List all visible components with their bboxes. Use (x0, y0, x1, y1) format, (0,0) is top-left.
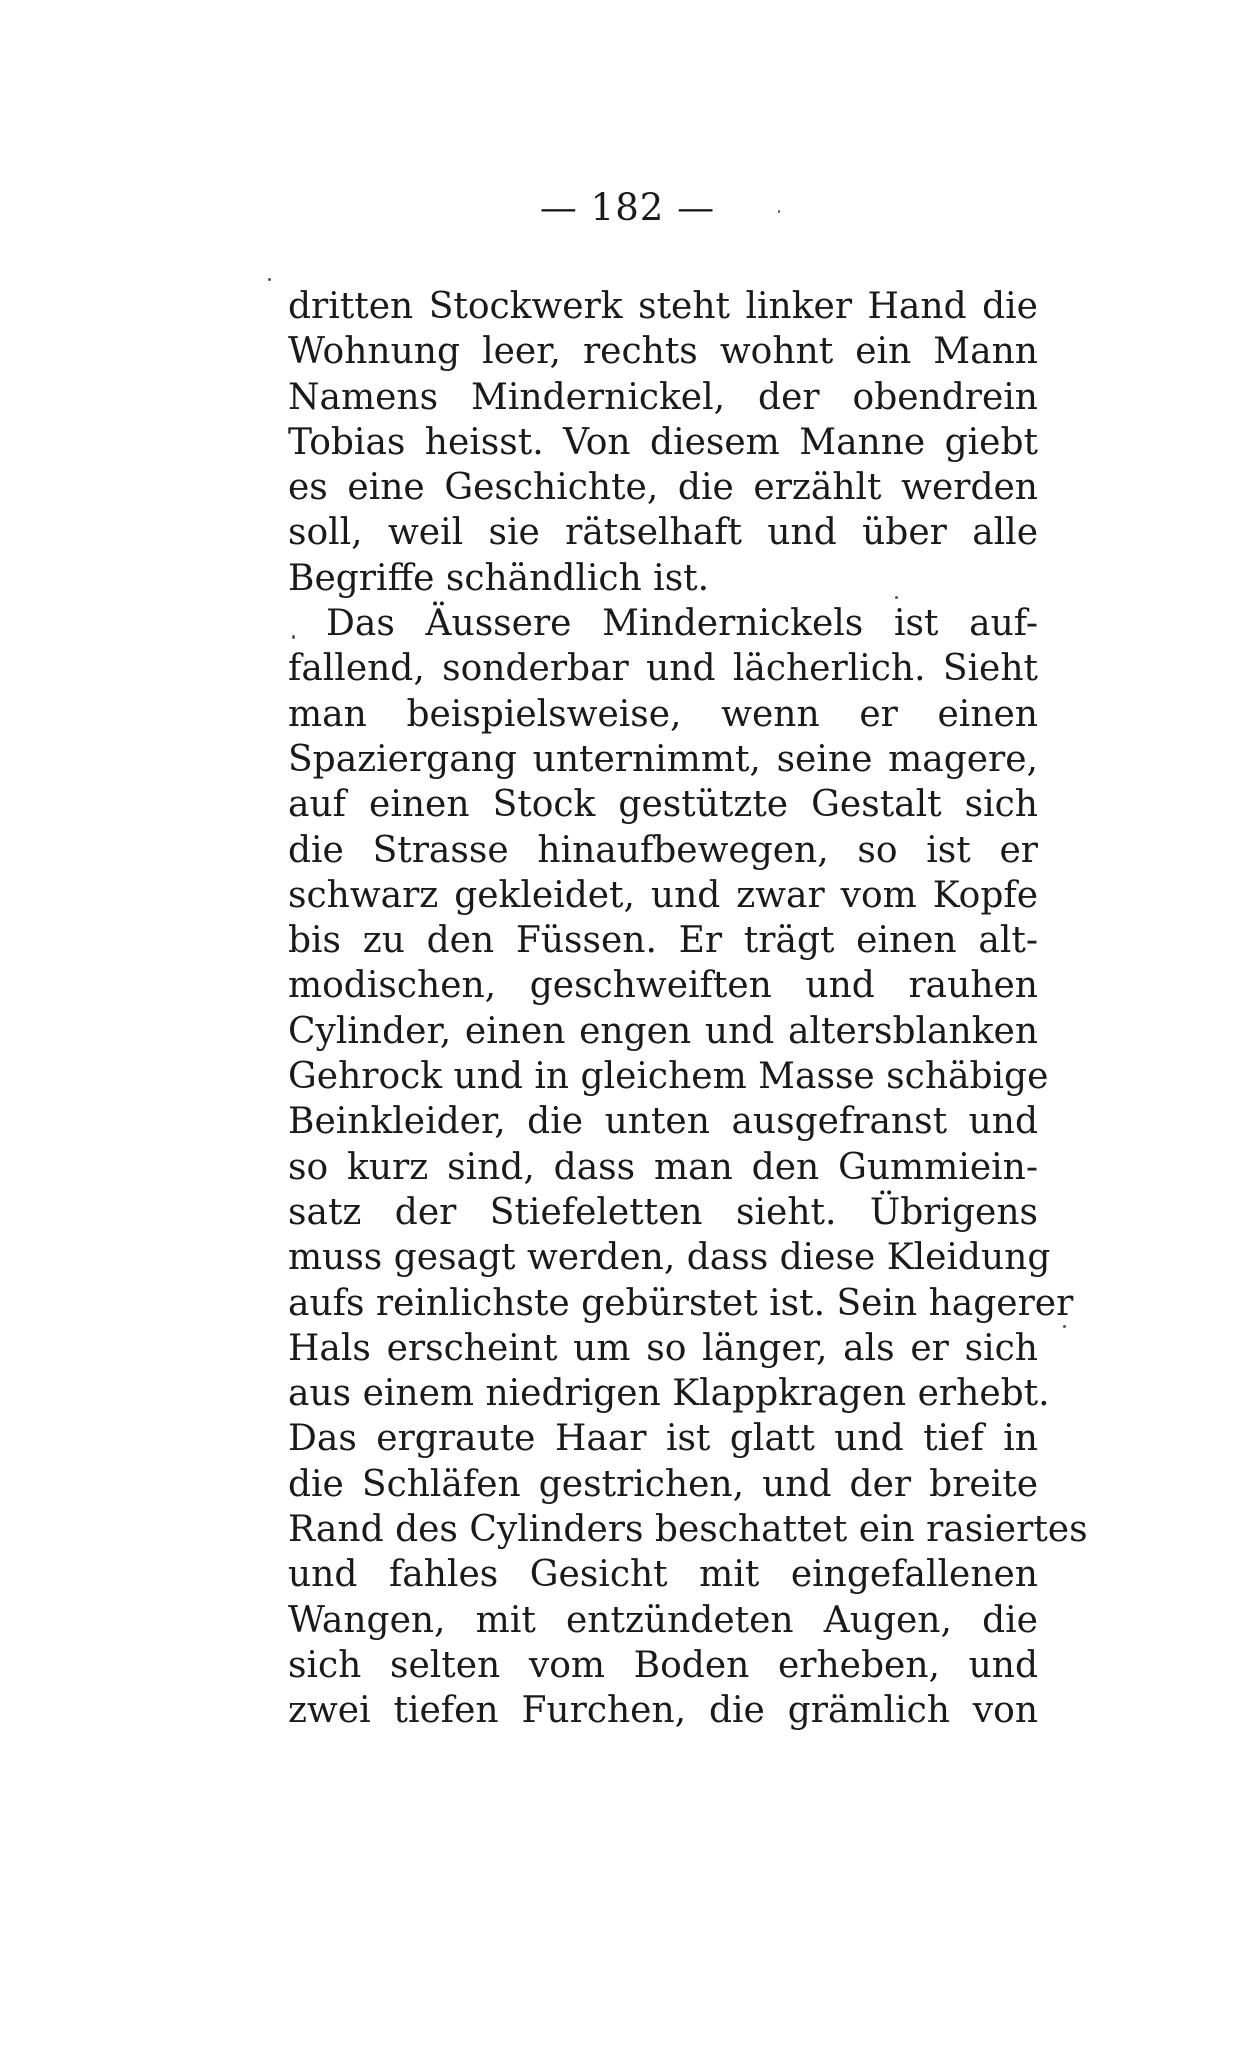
text-line: die Strasse hinaufbewegen, so ist er (288, 829, 1038, 871)
text-line: aufs reinlichste gebürstet ist. Sein hagerer (288, 1282, 1074, 1324)
text-line: Das ergraute Haar ist glatt und tief in (288, 1418, 1038, 1460)
text-line: Rand des Cylinders beschattet ein rasiertes (288, 1509, 1088, 1551)
text-line: Cylinder, einen engen und altersblanken (288, 1010, 1038, 1052)
text-line: Spaziergang unternimmt, seine magere, (288, 738, 1038, 780)
text-line: so kurz sind, dass man den Gummiein- (288, 1146, 1038, 1188)
text-line: Hals erscheint um so länger, als er sich (288, 1327, 1038, 1369)
text-line: es eine Geschichte, die erzählt werden (288, 467, 1038, 509)
text-line: zwei tiefen Furchen, die grämlich von (288, 1690, 1038, 1732)
paragraph-end-line: Begriffe schändlich ist. (288, 557, 710, 599)
scan-speck (778, 210, 780, 213)
text-line: Tobias heisst. Von diesem Manne giebt (288, 421, 1038, 463)
scan-speck (895, 596, 898, 599)
text-line: sich selten vom Boden erheben, und (288, 1644, 1038, 1686)
body-text (288, 284, 1088, 1734)
text-line: muss gesagt werden, dass diese Kleidung (288, 1237, 1051, 1279)
text-line: dritten Stockwerk steht linker Hand die (288, 286, 1038, 327)
paragraph-start-line: Das Äussere Mindernickels ist auf- (326, 603, 1038, 645)
text-line: Gehrock und in gleichem Masse schäbige (288, 1056, 1049, 1098)
text-line: und fahles Gesicht mit eingefallenen (288, 1554, 1038, 1596)
text-line: soll, weil sie rätselhaft und über alle (288, 512, 1038, 554)
text-line: modischen, geschweiften und rauhen (288, 965, 1038, 1007)
scan-speck (292, 635, 295, 639)
text-line: Beinkleider, die unten ausgefranst und (288, 1101, 1038, 1143)
text-line: man beispielsweise, wenn er einen (288, 693, 1038, 735)
scan-speck (268, 278, 271, 281)
text-line: satz der Stiefeletten sieht. Übrigens (288, 1191, 1038, 1233)
text-line: bis zu den Füssen. Er trägt einen alt- (288, 920, 1038, 962)
text-line: auf einen Stock gestützte Gestalt sich (288, 784, 1038, 826)
text-line: aus einem niedrigen Klappkragen erhebt. (288, 1373, 1050, 1415)
text-line: Namens Mindernickel, der obendrein (288, 376, 1038, 418)
text-line: schwarz gekleidet, und zwar vom Kopfe (288, 874, 1038, 916)
text-line: die Schläfen gestrichen, und der breite (288, 1463, 1038, 1505)
text-line: Wohnung leer, rechts wohnt ein Mann (288, 331, 1038, 373)
scan-speck (1063, 1325, 1066, 1328)
text-line: Wangen, mit entzündeten Augen, die (288, 1599, 1038, 1641)
page-number: — 182 — (539, 186, 716, 229)
text-line: fallend, sonderbar und lächerlich. Sieht (288, 648, 1038, 690)
